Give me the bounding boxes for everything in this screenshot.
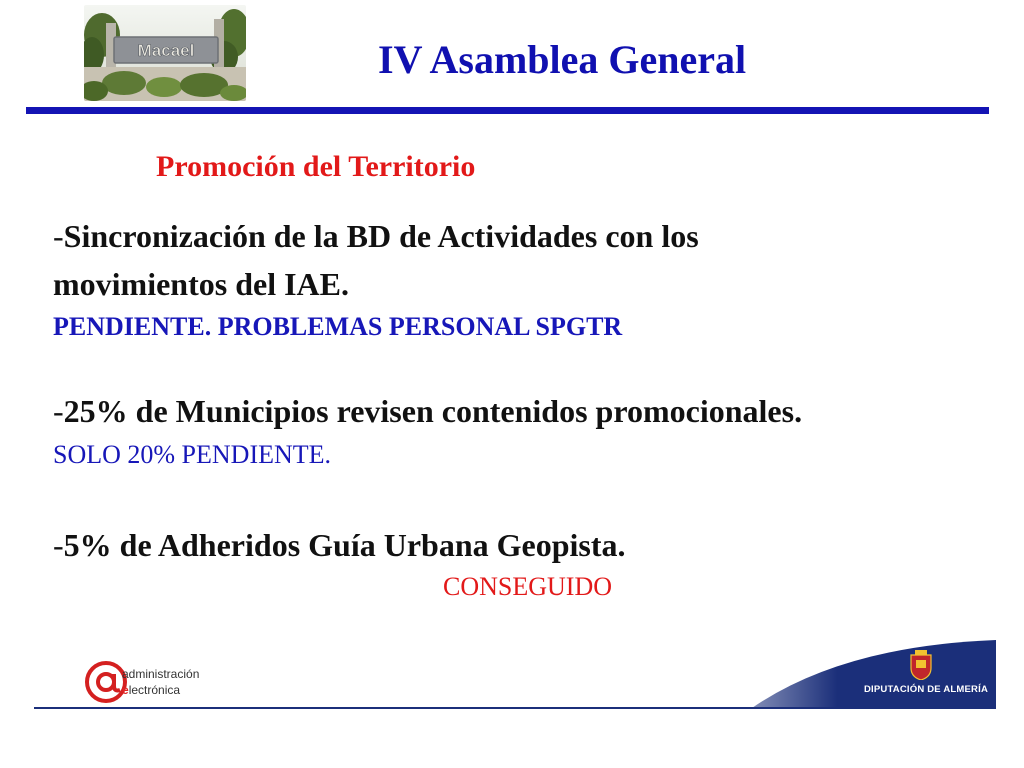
coat-of-arms-icon <box>908 650 934 680</box>
bullet-dash: - <box>53 218 64 254</box>
bullet-item-1-line1: Sincronización de la BD de Actividades con los <box>63 218 699 254</box>
bullet-item-1-line2: movimientos del IAE. <box>53 266 349 302</box>
logo-sign-text: Macael <box>137 41 195 60</box>
admin-logo-line2 <box>122 683 180 697</box>
bullet-item-3-line1: 5% de Adheridos Guía Urbana Geopista. <box>63 527 626 563</box>
admin-logo-e: e <box>122 683 129 697</box>
page-title: IV Asamblea General <box>378 37 747 82</box>
title-divider <box>26 107 989 114</box>
bullet-item-2 <box>53 389 802 433</box>
bullet-item-2-line1: 25% de Municipios revisen contenidos promocionales. <box>63 393 803 429</box>
diputacion-label: DIPUTACIÓN DE ALMERÍA <box>864 684 989 695</box>
bullet-dash: - <box>53 393 64 429</box>
bullet-dash: - <box>53 527 64 563</box>
bullet-item-2-status: SOLO 20% PENDIENTE. <box>53 440 332 469</box>
admin-logo-line2-rest: lectrónica <box>128 683 181 697</box>
bullet-item-3-status: CONSEGUIDO <box>443 572 612 601</box>
macael-logo-image <box>84 5 246 101</box>
bullet-item-3 <box>53 523 626 567</box>
admin-logo-line1: administración <box>122 667 200 681</box>
administracion-electronica-logo <box>84 660 254 706</box>
diputacion-almeria-banner <box>752 640 996 708</box>
bullet-item-1 <box>53 214 699 258</box>
section-heading: Promoción del Territorio <box>156 150 476 183</box>
bullet-item-1-status: PENDIENTE. PROBLEMAS PERSONAL SPGTR <box>53 312 623 341</box>
